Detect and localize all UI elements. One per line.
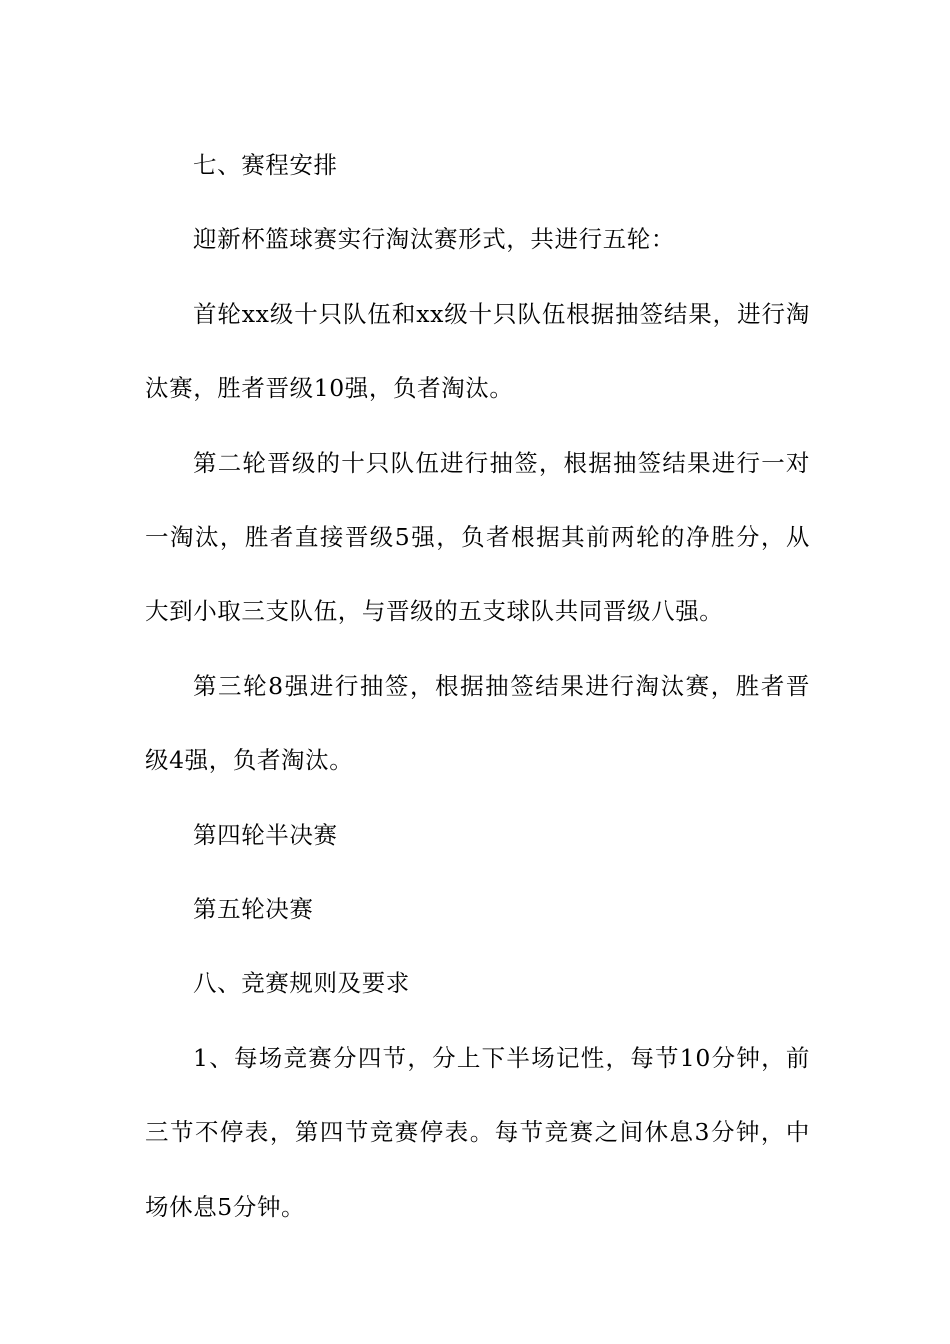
paragraph-round-two: 第二轮晋级的十只队伍进行抽签，根据抽签结果进行一对一淘汰，胜者直接晋级5强，负者根据其前两轮的净胜分，从大到小取三支队伍，与晋级的五支球队共同晋级八强。	[145, 448, 810, 626]
section-heading-rules: 八、竞赛规则及要求	[193, 969, 410, 998]
paragraph-format-intro: 迎新杯篮球赛实行淘汰赛形式，共进行五轮：	[193, 225, 675, 254]
section-heading-schedule: 七、赛程安排	[193, 151, 338, 179]
paragraph-round-four: 第四轮半决赛	[193, 820, 338, 849]
paragraph-round-five: 第五轮决赛	[193, 895, 314, 924]
paragraph-round-three: 第三轮8强进行抽签，根据抽签结果进行淘汰赛，胜者晋级4强，负者淘汰。	[145, 671, 810, 775]
paragraph-round-one: 首轮xx级十只队伍和xx级十只队伍根据抽签结果，进行淘汰赛，胜者晋级10强，负者淘汰。	[145, 299, 810, 403]
paragraph-rule-one: 1、每场竞赛分四节，分上下半场记性，每节10分钟，前三节不停表，第四节竞赛停表。每节竞赛之间休息3分钟，中场休息5分钟。	[145, 1043, 810, 1221]
document-body	[145, 128, 810, 1244]
